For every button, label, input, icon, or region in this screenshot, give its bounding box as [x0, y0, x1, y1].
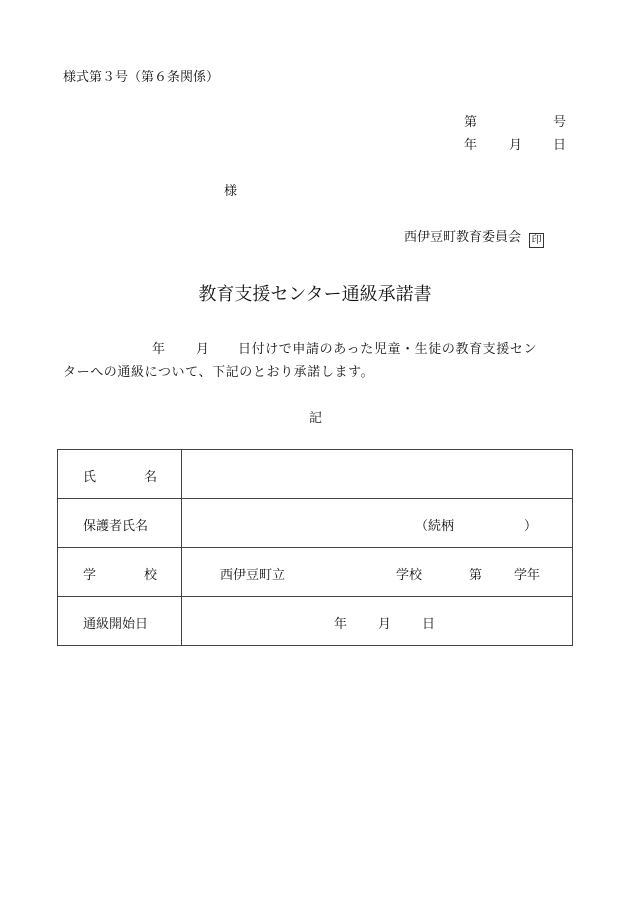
info-table [57, 449, 573, 646]
issue-date-day: 日 [553, 138, 567, 153]
grade-prefix: 第 [469, 568, 483, 583]
table-row-start-date [58, 597, 573, 646]
value-cell-start-date[interactable] [182, 597, 573, 646]
body-date-month: 月 [196, 342, 210, 357]
sender-name: 西伊豆町教育委員会 [404, 230, 522, 245]
value-cell-school[interactable] [182, 548, 573, 597]
label-guardian: 保護者氏名 [83, 519, 149, 534]
school-suffix: 学校 [396, 568, 423, 583]
issue-date-month: 月 [509, 138, 523, 153]
table-row-school [58, 548, 573, 597]
school-town: 西伊豆町立 [220, 568, 286, 583]
body-date-year: 年 [152, 342, 166, 357]
ki-marker: 記 [309, 411, 323, 426]
form-number: 様式第３号（第６条関係） [63, 70, 220, 85]
label-school-b: 校 [144, 568, 158, 583]
document-title: 教育支援センター通級承諾書 [198, 284, 432, 305]
label-cell-school [58, 548, 182, 597]
issue-date-year: 年 [464, 138, 478, 153]
grade-suffix: 学年 [514, 568, 541, 583]
body-line1: 日付けで申請のあった児童・生徒の教育支援セン [238, 342, 538, 357]
label-school-a: 学 [83, 568, 97, 583]
label-cell-guardian [58, 499, 182, 548]
table-row-name [58, 450, 573, 499]
label-start-date: 通級開始日 [83, 617, 149, 632]
label-name-b: 名 [144, 470, 158, 485]
relation-close: ） [524, 519, 538, 534]
seal-mark: 印 [529, 233, 544, 248]
sender [404, 226, 544, 248]
table-row-guardian [58, 499, 573, 548]
doc-number-suffix: 号 [553, 115, 567, 130]
relation-open: （続柄 [415, 519, 455, 534]
value-cell-name[interactable] [182, 450, 573, 499]
label-name-a: 氏 [83, 470, 97, 485]
value-cell-guardian[interactable] [182, 499, 573, 548]
start-date-day: 日 [422, 617, 436, 632]
addressee-honorific: 様 [224, 184, 238, 199]
body-line2: ターへの通級について、下記のとおり承諾します。 [63, 365, 375, 380]
label-cell-name [58, 450, 182, 499]
start-date-year: 年 [334, 617, 348, 632]
label-cell-start-date [58, 597, 182, 646]
start-date-month: 月 [378, 617, 392, 632]
doc-number-prefix: 第 [464, 115, 478, 130]
